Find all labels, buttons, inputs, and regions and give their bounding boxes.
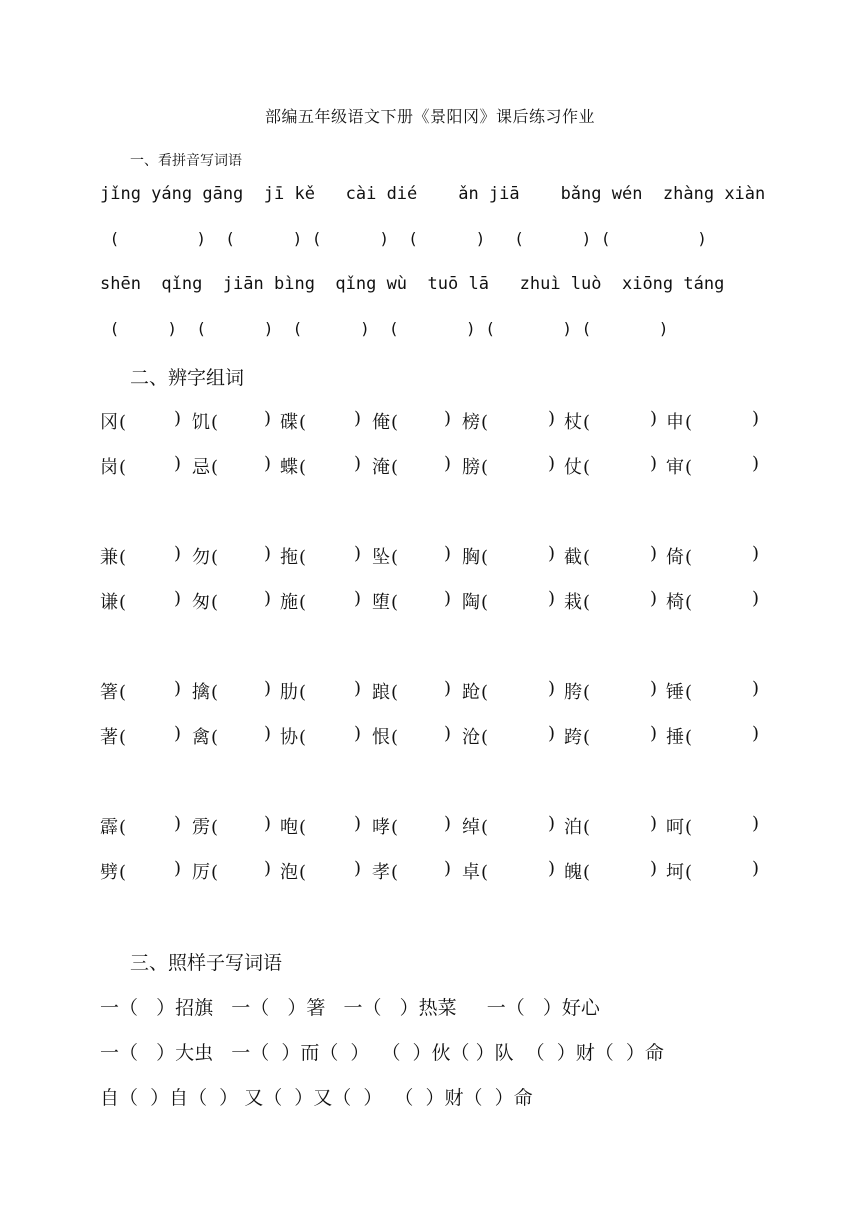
target-character: 申 bbox=[666, 412, 684, 433]
target-character: 坠 bbox=[372, 547, 390, 568]
target-character: 坷 bbox=[666, 862, 684, 883]
char-row bbox=[100, 678, 770, 708]
target-character: 肋 bbox=[280, 682, 298, 703]
char-cell bbox=[100, 813, 182, 839]
open-paren: ( bbox=[583, 592, 591, 613]
open-paren: ( bbox=[211, 592, 219, 613]
close-paren: ) bbox=[444, 678, 452, 699]
open-paren: ( bbox=[685, 682, 693, 703]
open-paren: ( bbox=[481, 547, 489, 568]
close-paren: ) bbox=[752, 678, 760, 699]
char-cell bbox=[462, 723, 556, 749]
target-character: 协 bbox=[280, 727, 298, 748]
char-cell bbox=[372, 723, 452, 749]
close-paren: ) bbox=[444, 858, 452, 879]
section3-heading: 三、照样子写词语 bbox=[130, 952, 283, 974]
close-paren: ) bbox=[174, 453, 182, 474]
target-character: 绰 bbox=[462, 817, 480, 838]
answer-blanks-row-1: ( ) ( ) ( ) ( ) ( ) ( ) bbox=[100, 229, 707, 248]
open-paren: ( bbox=[211, 412, 219, 433]
close-paren: ) bbox=[752, 543, 760, 564]
char-row bbox=[100, 543, 770, 573]
close-paren: ) bbox=[174, 678, 182, 699]
target-character: 孝 bbox=[372, 862, 390, 883]
target-character: 哮 bbox=[372, 817, 390, 838]
target-character: 胯 bbox=[564, 682, 582, 703]
open-paren: ( bbox=[583, 817, 591, 838]
open-paren: ( bbox=[481, 727, 489, 748]
close-paren: ) bbox=[264, 723, 272, 744]
open-paren: ( bbox=[299, 817, 307, 838]
char-cell bbox=[372, 453, 452, 479]
close-paren: ) bbox=[264, 408, 272, 429]
close-paren: ) bbox=[264, 813, 272, 834]
open-paren: ( bbox=[391, 457, 399, 478]
char-row bbox=[100, 453, 770, 483]
close-paren: ) bbox=[650, 453, 658, 474]
char-cell bbox=[192, 588, 272, 614]
close-paren: ) bbox=[264, 678, 272, 699]
page-title: 部编五年级语文下册《景阳冈》课后练习作业 bbox=[264, 107, 595, 126]
char-row bbox=[100, 588, 770, 618]
char-cell bbox=[372, 858, 452, 884]
target-character: 俺 bbox=[372, 412, 390, 433]
target-character: 恨 bbox=[372, 727, 390, 748]
target-character: 栽 bbox=[564, 592, 582, 613]
char-cell bbox=[564, 408, 658, 434]
close-paren: ) bbox=[752, 588, 760, 609]
close-paren: ) bbox=[444, 723, 452, 744]
open-paren: ( bbox=[481, 862, 489, 883]
close-paren: ) bbox=[444, 588, 452, 609]
open-paren: ( bbox=[391, 727, 399, 748]
char-cell bbox=[280, 813, 362, 839]
open-paren: ( bbox=[391, 817, 399, 838]
char-cell bbox=[280, 858, 362, 884]
target-character: 蝶 bbox=[280, 457, 298, 478]
target-character: 劈 bbox=[100, 862, 118, 883]
char-cell bbox=[280, 408, 362, 434]
char-cell bbox=[462, 813, 556, 839]
close-paren: ) bbox=[264, 453, 272, 474]
open-paren: ( bbox=[583, 682, 591, 703]
open-paren: ( bbox=[391, 682, 399, 703]
char-cell bbox=[280, 588, 362, 614]
char-cell bbox=[564, 588, 658, 614]
char-cell bbox=[666, 588, 760, 614]
char-row bbox=[100, 858, 770, 888]
target-character: 忌 bbox=[192, 457, 210, 478]
char-cell bbox=[666, 723, 760, 749]
target-character: 榜 bbox=[462, 412, 480, 433]
target-character: 截 bbox=[564, 547, 582, 568]
target-character: 著 bbox=[100, 727, 118, 748]
open-paren: ( bbox=[211, 817, 219, 838]
open-paren: ( bbox=[481, 457, 489, 478]
close-paren: ) bbox=[548, 588, 556, 609]
close-paren: ) bbox=[548, 858, 556, 879]
target-character: 沧 bbox=[462, 727, 480, 748]
char-cell bbox=[564, 858, 658, 884]
target-character: 胸 bbox=[462, 547, 480, 568]
close-paren: ) bbox=[650, 723, 658, 744]
target-character: 冈 bbox=[100, 412, 118, 433]
target-character: 杖 bbox=[564, 412, 582, 433]
close-paren: ) bbox=[354, 723, 362, 744]
open-paren: ( bbox=[685, 412, 693, 433]
open-paren: ( bbox=[481, 682, 489, 703]
target-character: 跨 bbox=[564, 727, 582, 748]
section2-heading: 二、辨字组词 bbox=[130, 367, 245, 389]
close-paren: ) bbox=[174, 588, 182, 609]
target-character: 施 bbox=[280, 592, 298, 613]
target-character: 谦 bbox=[100, 592, 118, 613]
target-character: 霹 bbox=[100, 817, 118, 838]
open-paren: ( bbox=[299, 862, 307, 883]
target-character: 咆 bbox=[280, 817, 298, 838]
open-paren: ( bbox=[685, 592, 693, 613]
char-cell bbox=[372, 813, 452, 839]
target-character: 魄 bbox=[564, 862, 582, 883]
close-paren: ) bbox=[752, 408, 760, 429]
close-paren: ) bbox=[354, 588, 362, 609]
pinyin-row-2: shēn qǐng jiān bìng qǐng wù tuō lā zhuì luò xiōng táng bbox=[100, 274, 725, 294]
target-character: 陶 bbox=[462, 592, 480, 613]
char-cell bbox=[462, 858, 556, 884]
open-paren: ( bbox=[685, 547, 693, 568]
close-paren: ) bbox=[264, 588, 272, 609]
close-paren: ) bbox=[354, 408, 362, 429]
open-paren: ( bbox=[119, 592, 127, 613]
close-paren: ) bbox=[752, 453, 760, 474]
close-paren: ) bbox=[174, 408, 182, 429]
char-cell bbox=[100, 408, 182, 434]
target-character: 膀 bbox=[462, 457, 480, 478]
char-cell bbox=[564, 813, 658, 839]
char-cell bbox=[100, 678, 182, 704]
close-paren: ) bbox=[548, 678, 556, 699]
open-paren: ( bbox=[685, 817, 693, 838]
open-paren: ( bbox=[211, 862, 219, 883]
char-cell bbox=[372, 678, 452, 704]
char-cell bbox=[666, 408, 760, 434]
close-paren: ) bbox=[444, 543, 452, 564]
target-character: 饥 bbox=[192, 412, 210, 433]
target-character: 捶 bbox=[666, 727, 684, 748]
open-paren: ( bbox=[119, 682, 127, 703]
close-paren: ) bbox=[354, 813, 362, 834]
open-paren: ( bbox=[391, 592, 399, 613]
open-paren: ( bbox=[481, 592, 489, 613]
close-paren: ) bbox=[174, 723, 182, 744]
target-character: 审 bbox=[666, 457, 684, 478]
target-character: 禽 bbox=[192, 727, 210, 748]
close-paren: ) bbox=[650, 408, 658, 429]
target-character: 箸 bbox=[100, 682, 118, 703]
open-paren: ( bbox=[685, 457, 693, 478]
target-character: 锤 bbox=[666, 682, 684, 703]
char-cell bbox=[462, 678, 556, 704]
open-paren: ( bbox=[299, 547, 307, 568]
close-paren: ) bbox=[650, 858, 658, 879]
open-paren: ( bbox=[583, 727, 591, 748]
example-line-1: 一（ ）招旗 一（ ）箸 一（ ）热菜 一（ ）好心 bbox=[100, 997, 600, 1019]
open-paren: ( bbox=[391, 547, 399, 568]
char-cell bbox=[192, 678, 272, 704]
char-cell bbox=[666, 858, 760, 884]
char-cell bbox=[192, 453, 272, 479]
close-paren: ) bbox=[174, 813, 182, 834]
close-paren: ) bbox=[650, 678, 658, 699]
target-character: 勿 bbox=[192, 547, 210, 568]
char-cell bbox=[372, 543, 452, 569]
close-paren: ) bbox=[548, 408, 556, 429]
close-paren: ) bbox=[444, 453, 452, 474]
close-paren: ) bbox=[444, 813, 452, 834]
char-cell bbox=[100, 588, 182, 614]
close-paren: ) bbox=[650, 543, 658, 564]
open-paren: ( bbox=[211, 547, 219, 568]
char-cell bbox=[192, 723, 272, 749]
target-character: 泡 bbox=[280, 862, 298, 883]
char-row bbox=[100, 408, 770, 438]
target-character: 兼 bbox=[100, 547, 118, 568]
char-cell bbox=[192, 813, 272, 839]
close-paren: ) bbox=[752, 858, 760, 879]
char-cell bbox=[666, 453, 760, 479]
char-cell bbox=[462, 453, 556, 479]
open-paren: ( bbox=[583, 862, 591, 883]
char-cell bbox=[462, 408, 556, 434]
char-cell bbox=[192, 408, 272, 434]
open-paren: ( bbox=[299, 727, 307, 748]
close-paren: ) bbox=[174, 858, 182, 879]
open-paren: ( bbox=[391, 862, 399, 883]
char-cell bbox=[462, 543, 556, 569]
char-cell bbox=[666, 813, 760, 839]
open-paren: ( bbox=[481, 817, 489, 838]
target-character: 踉 bbox=[372, 682, 390, 703]
char-cell bbox=[192, 543, 272, 569]
char-cell bbox=[280, 678, 362, 704]
char-cell bbox=[372, 408, 452, 434]
open-paren: ( bbox=[211, 457, 219, 478]
char-cell bbox=[280, 543, 362, 569]
close-paren: ) bbox=[354, 858, 362, 879]
open-paren: ( bbox=[211, 682, 219, 703]
char-cell bbox=[564, 543, 658, 569]
char-cell bbox=[100, 858, 182, 884]
answer-blanks-row-2: ( ) ( ) ( ) ( ) ( ) ( ) bbox=[100, 319, 669, 338]
target-character: 拖 bbox=[280, 547, 298, 568]
target-character: 泊 bbox=[564, 817, 582, 838]
char-cell bbox=[192, 858, 272, 884]
close-paren: ) bbox=[650, 813, 658, 834]
char-cell bbox=[564, 453, 658, 479]
target-character: 堕 bbox=[372, 592, 390, 613]
open-paren: ( bbox=[481, 412, 489, 433]
target-character: 倚 bbox=[666, 547, 684, 568]
open-paren: ( bbox=[119, 817, 127, 838]
close-paren: ) bbox=[752, 723, 760, 744]
open-paren: ( bbox=[685, 862, 693, 883]
open-paren: ( bbox=[119, 727, 127, 748]
close-paren: ) bbox=[548, 453, 556, 474]
char-cell bbox=[564, 723, 658, 749]
open-paren: ( bbox=[211, 727, 219, 748]
pinyin-row-1: jǐng yáng gāng jī kě cài dié ǎn jiā bǎng wén zhàng xiàn bbox=[100, 184, 766, 204]
close-paren: ) bbox=[264, 543, 272, 564]
char-cell bbox=[666, 543, 760, 569]
open-paren: ( bbox=[299, 412, 307, 433]
open-paren: ( bbox=[299, 592, 307, 613]
open-paren: ( bbox=[119, 862, 127, 883]
example-line-3: 自（ ）自（ ） 又（ ）又（ ） （ ）财（ ）命 bbox=[100, 1087, 533, 1109]
char-row bbox=[100, 813, 770, 843]
open-paren: ( bbox=[685, 727, 693, 748]
section1-heading: 一、看拼音写词语 bbox=[130, 153, 242, 169]
char-cell bbox=[100, 543, 182, 569]
char-cell bbox=[564, 678, 658, 704]
open-paren: ( bbox=[583, 457, 591, 478]
target-character: 雳 bbox=[192, 817, 210, 838]
char-cell bbox=[280, 453, 362, 479]
open-paren: ( bbox=[299, 457, 307, 478]
close-paren: ) bbox=[752, 813, 760, 834]
target-character: 跄 bbox=[462, 682, 480, 703]
open-paren: ( bbox=[119, 412, 127, 433]
open-paren: ( bbox=[119, 457, 127, 478]
target-character: 擒 bbox=[192, 682, 210, 703]
close-paren: ) bbox=[548, 813, 556, 834]
close-paren: ) bbox=[354, 678, 362, 699]
close-paren: ) bbox=[548, 543, 556, 564]
open-paren: ( bbox=[583, 412, 591, 433]
open-paren: ( bbox=[299, 682, 307, 703]
char-cell bbox=[280, 723, 362, 749]
close-paren: ) bbox=[264, 858, 272, 879]
close-paren: ) bbox=[354, 453, 362, 474]
char-cell bbox=[372, 588, 452, 614]
close-paren: ) bbox=[548, 723, 556, 744]
example-line-2: 一（ ）大虫 一（ ）而（ ） （ ）伙（ ）队 （ ）财（ ）命 bbox=[100, 1042, 664, 1064]
target-character: 厉 bbox=[192, 862, 210, 883]
target-character: 椅 bbox=[666, 592, 684, 613]
target-character: 淹 bbox=[372, 457, 390, 478]
open-paren: ( bbox=[119, 547, 127, 568]
target-character: 卓 bbox=[462, 862, 480, 883]
char-row bbox=[100, 723, 770, 753]
char-cell bbox=[462, 588, 556, 614]
close-paren: ) bbox=[354, 543, 362, 564]
char-cell bbox=[100, 723, 182, 749]
target-character: 碟 bbox=[280, 412, 298, 433]
close-paren: ) bbox=[174, 543, 182, 564]
target-character: 呵 bbox=[666, 817, 684, 838]
target-character: 匆 bbox=[192, 592, 210, 613]
target-character: 岗 bbox=[100, 457, 118, 478]
open-paren: ( bbox=[583, 547, 591, 568]
close-paren: ) bbox=[650, 588, 658, 609]
open-paren: ( bbox=[391, 412, 399, 433]
char-cell bbox=[666, 678, 760, 704]
target-character: 仗 bbox=[564, 457, 582, 478]
char-cell bbox=[100, 453, 182, 479]
close-paren: ) bbox=[444, 408, 452, 429]
